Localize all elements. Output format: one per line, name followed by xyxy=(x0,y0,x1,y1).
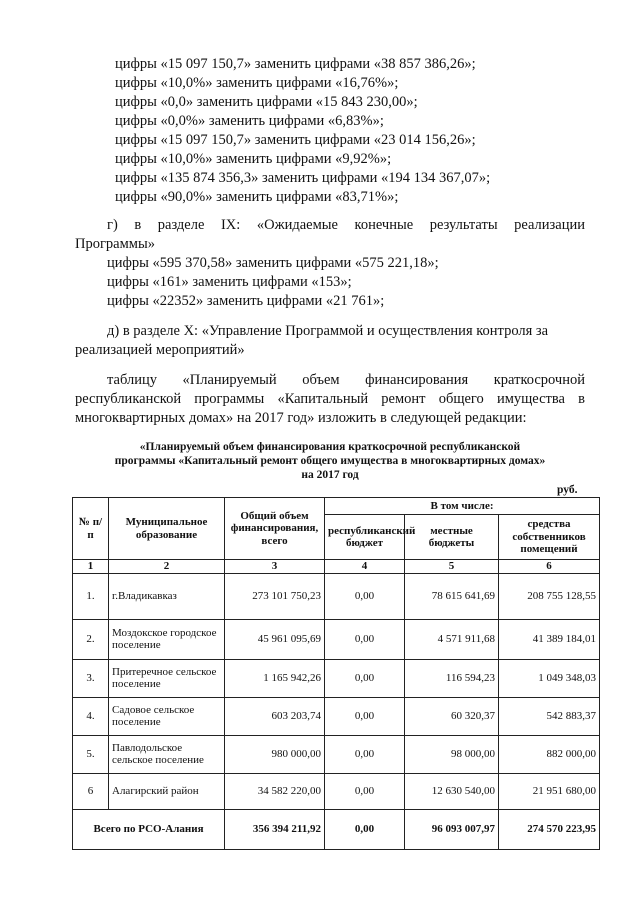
section-g-heading: г) в разделе IX: «Ожидаемые конечные результаты реализации xyxy=(107,217,585,233)
replacement-line-3: цифры «0,0» заменить цифрами «15 843 230,00»; xyxy=(115,94,418,110)
total-republican: 0,00 xyxy=(325,809,405,849)
row-municipality: Притеречное сельское поселение xyxy=(109,659,225,697)
row-total: 1 165 942,26 xyxy=(225,659,325,697)
replacement-line-1: цифры «15 097 150,7» заменить цифрами «38 857 386,26»; xyxy=(115,56,476,72)
table-total-row xyxy=(73,809,600,849)
table-title-line-2: программы «Капитальный ремонт общего имущества в многоквартирных домах» xyxy=(114,455,546,467)
row-owners: 542 883,37 xyxy=(499,697,600,735)
financing-table xyxy=(72,497,600,850)
table-row xyxy=(73,659,600,697)
col-number-2: 2 xyxy=(109,560,225,574)
row-municipality: Садовое сельское поселение xyxy=(109,697,225,735)
section-d-heading: д) в разделе X: «Управление Программой и осуществления контроля за xyxy=(107,323,549,339)
table-row xyxy=(73,619,600,659)
total-label: Всего по РСО-Алания xyxy=(73,809,225,849)
section-g-item-3: цифры «22352» заменить цифрами «21 761»; xyxy=(107,293,385,309)
row-municipality: Павлодольское сельское поселение xyxy=(109,735,225,773)
row-owners: 1 049 348,03 xyxy=(499,659,600,697)
row-owners: 21 951 680,00 xyxy=(499,773,600,809)
row-owners: 41 389 184,01 xyxy=(499,619,600,659)
table-title-line-1: «Планируемый объем финансирования краткосрочной республиканской xyxy=(139,441,521,453)
column-number-row xyxy=(73,560,600,574)
row-total: 603 203,74 xyxy=(225,697,325,735)
intro-line-1: таблицу «Планируемый объем финансирования краткосрочной xyxy=(107,372,585,388)
row-republican: 0,00 xyxy=(325,773,405,809)
row-municipality: Моздокское городское поселение xyxy=(109,619,225,659)
header-num: № п/п xyxy=(73,498,109,560)
total-local: 96 093 007,97 xyxy=(405,809,499,849)
row-owners: 882 000,00 xyxy=(499,735,600,773)
col-number-4: 4 xyxy=(325,560,405,574)
row-num: 6 xyxy=(73,773,109,809)
row-total: 45 961 095,69 xyxy=(225,619,325,659)
intro-line-3: многоквартирных домах» на 2017 год» изложить в следующей редакции: xyxy=(75,410,527,426)
section-g-item-1: цифры «595 370,58» заменить цифрами «575 221,18»; xyxy=(107,255,439,271)
replacement-line-6: цифры «10,0%» заменить цифрами «9,92%»; xyxy=(115,151,392,167)
row-municipality: Алагирский район xyxy=(109,773,225,809)
section-g-heading-cont: Программы» xyxy=(75,236,155,252)
header-total: Общий объем финансирования, всего xyxy=(225,498,325,560)
row-local: 116 594,23 xyxy=(405,659,499,697)
row-local: 98 000,00 xyxy=(405,735,499,773)
row-num: 4. xyxy=(73,697,109,735)
intro-line-2: республиканской программы «Капитальный ремонт общего имущества в xyxy=(75,391,585,407)
row-republican: 0,00 xyxy=(325,619,405,659)
total-owners: 274 570 223,95 xyxy=(499,809,600,849)
replacement-line-4: цифры «0,0%» заменить цифрами «6,83%»; xyxy=(115,113,384,129)
total-sum: 356 394 211,92 xyxy=(225,809,325,849)
table-row xyxy=(73,773,600,809)
header-republican: республиканский бюджет xyxy=(325,515,405,560)
currency-unit: руб. xyxy=(557,484,578,496)
row-num: 2. xyxy=(73,619,109,659)
col-number-3: 3 xyxy=(225,560,325,574)
row-total: 980 000,00 xyxy=(225,735,325,773)
section-d-heading-cont: реализацией мероприятий» xyxy=(75,342,245,358)
header-owners: средства собственников помещений xyxy=(499,515,600,560)
header-including: В том числе: xyxy=(325,498,600,515)
table-row xyxy=(73,735,600,773)
replacement-line-8: цифры «90,0%» заменить цифрами «83,71%»; xyxy=(115,189,399,205)
col-number-5: 5 xyxy=(405,560,499,574)
table-row xyxy=(73,697,600,735)
row-local: 60 320,37 xyxy=(405,697,499,735)
col-number-1: 1 xyxy=(73,560,109,574)
row-local: 12 630 540,00 xyxy=(405,773,499,809)
row-republican: 0,00 xyxy=(325,659,405,697)
row-republican: 0,00 xyxy=(325,697,405,735)
row-republican: 0,00 xyxy=(325,735,405,773)
row-total: 34 582 220,00 xyxy=(225,773,325,809)
header-municipality: Муниципальное образование xyxy=(109,498,225,560)
row-num: 3. xyxy=(73,659,109,697)
table-row xyxy=(73,573,600,619)
table-header-row-1 xyxy=(73,498,600,515)
row-total: 273 101 750,23 xyxy=(225,573,325,619)
replacement-line-2: цифры «10,0%» заменить цифрами «16,76%»; xyxy=(115,75,399,91)
table-title-line-3: на 2017 год xyxy=(301,469,359,481)
replacement-line-5: цифры «15 097 150,7» заменить цифрами «23 014 156,26»; xyxy=(115,132,476,148)
row-municipality: г.Владикавказ xyxy=(109,573,225,619)
row-local: 4 571 911,68 xyxy=(405,619,499,659)
row-republican: 0,00 xyxy=(325,573,405,619)
row-local: 78 615 641,69 xyxy=(405,573,499,619)
row-num: 1. xyxy=(73,573,109,619)
row-owners: 208 755 128,55 xyxy=(499,573,600,619)
row-num: 5. xyxy=(73,735,109,773)
section-g-item-2: цифры «161» заменить цифрами «153»; xyxy=(107,274,352,290)
header-local: местные бюджеты xyxy=(405,515,499,560)
col-number-6: 6 xyxy=(499,560,600,574)
replacement-line-7: цифры «135 874 356,3» заменить цифрами «194 134 367,07»; xyxy=(115,170,491,186)
